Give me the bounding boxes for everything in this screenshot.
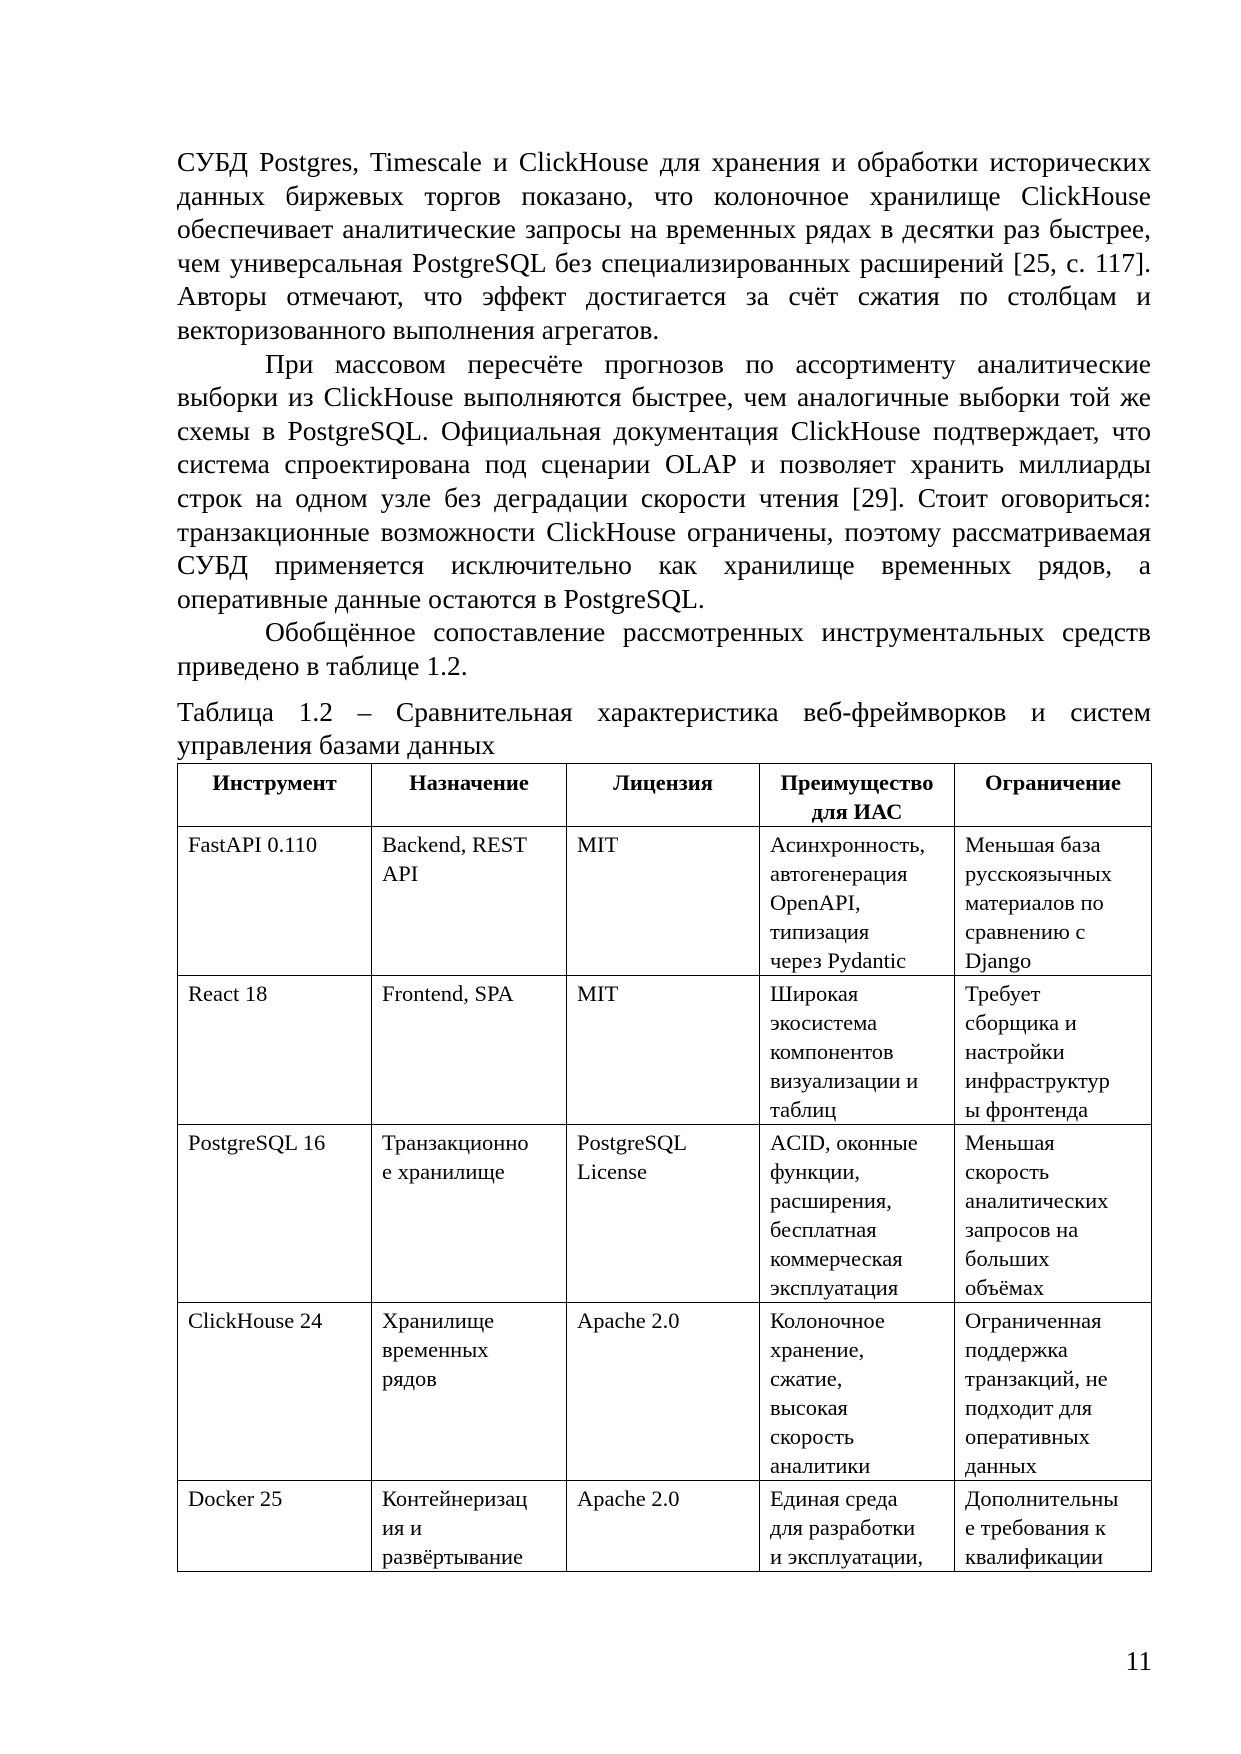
cell-line: API	[382, 860, 419, 886]
paragraph-line: PostgreSQL.	[563, 582, 705, 614]
table-cell	[372, 1302, 567, 1480]
table-cell	[760, 1302, 955, 1480]
cell-line: для разработки	[770, 1514, 916, 1540]
paragraph-line: расширений [25, с. 117]. Авторы отмечают, что эффект достигается за счёт	[177, 246, 1151, 312]
cell-line: OpenAPI,	[770, 889, 861, 915]
table-cell	[760, 975, 955, 1124]
table-cell	[567, 1480, 760, 1571]
cell-line: Apache 2.0	[577, 1307, 680, 1333]
page-number: 11	[1125, 1645, 1152, 1676]
cell-line: Frontend, SPA	[382, 980, 514, 1006]
cell-line: объёмах	[965, 1274, 1045, 1300]
table-header-cell	[567, 763, 760, 826]
table-cell	[567, 1124, 760, 1302]
cell-line: эксплуатация	[770, 1274, 899, 1300]
table-cell	[567, 1302, 760, 1480]
table-cell	[760, 826, 955, 975]
cell-line: ACID, оконные	[770, 1129, 918, 1155]
paragraph	[177, 145, 1151, 347]
cell-line: Backend, REST	[382, 831, 527, 857]
cell-line: FastAPI 0.110	[188, 831, 318, 857]
paragraph-line: исторических данных биржевых торгов показано, что колоночное хранилище	[177, 146, 1151, 211]
cell-line: Транзакционно	[382, 1129, 529, 1155]
cell-line: квалификации	[965, 1543, 1104, 1569]
table-row	[178, 1480, 1152, 1571]
cell-line: автогенерация	[770, 860, 908, 886]
cell-line: PostgreSQL	[577, 1129, 688, 1155]
cell-line: аналитики	[770, 1452, 871, 1478]
table-cell	[372, 975, 567, 1124]
cell-line: е требования к	[965, 1514, 1106, 1540]
table-cell	[178, 826, 372, 975]
cell-line: Широкая	[770, 980, 859, 1006]
table-cell	[955, 1302, 1152, 1480]
paragraph-line: хранить миллиарды строк на одном узле без деградации скорости чтения	[177, 448, 1151, 513]
paragraph-line: ограничены, поэтому рассматриваемая СУБД применяется исключительно	[177, 515, 1152, 581]
cell-line: функции,	[770, 1158, 860, 1184]
cell-line: и эксплуатации,	[770, 1543, 924, 1569]
paragraph-line: При массовом пересчёте прогнозов по ассортименту аналитические	[265, 347, 1151, 379]
cell-line: рядов	[382, 1365, 437, 1391]
cell-line: через Pydantic	[770, 947, 907, 973]
cell-line: расширения,	[770, 1187, 892, 1213]
table-cell	[955, 975, 1152, 1124]
paragraph	[177, 615, 1151, 682]
table-cell	[955, 826, 1152, 975]
cell-line: экосистема	[770, 1009, 878, 1035]
cell-line: MIT	[577, 980, 619, 1006]
paragraph-line: как хранилище временных рядов, а оперативные данные остаются в	[177, 549, 1152, 614]
cell-line: данных	[965, 1452, 1037, 1478]
table-cell	[955, 1124, 1152, 1302]
cell-line: ия и	[382, 1514, 423, 1540]
cell-line: больших	[965, 1245, 1050, 1271]
table-cell	[760, 1124, 955, 1302]
cell-line: Единая среда	[770, 1485, 898, 1511]
paragraph-line: выборки из ClickHouse выполняются быстрее, чем аналогичные выборки той	[177, 381, 1111, 413]
table-cell	[178, 975, 372, 1124]
header-line: Лицензия	[613, 769, 713, 795]
paragraph-line: СУБД Postgres, Timescale и ClickHouse для хранения и обработки	[177, 146, 979, 177]
cell-line: License	[577, 1158, 647, 1184]
paragraph-line: подтверждает, что система спроектирована под сценарии OLAP и позволяет	[177, 414, 1151, 480]
table-header-cell	[178, 763, 372, 826]
table-row	[178, 1302, 1152, 1480]
cell-line: коммерческая	[770, 1245, 903, 1271]
paragraph-line: ClickHouse обеспечивает аналитические запросы на временных рядах в	[177, 179, 1152, 245]
cell-line: транзакций, не	[965, 1365, 1108, 1391]
header-line: для ИАС	[811, 798, 903, 824]
cell-line: Требует	[965, 980, 1041, 1006]
table-cell	[178, 1302, 372, 1480]
cell-line: аналитических	[965, 1187, 1109, 1213]
cell-line: временных	[382, 1336, 489, 1362]
cell-line: Хранилище	[382, 1307, 495, 1333]
table-cell	[178, 1124, 372, 1302]
table-header-cell	[372, 763, 567, 826]
cell-line: поддержка	[965, 1336, 1068, 1362]
cell-line: Apache 2.0	[577, 1485, 680, 1511]
header-line: Ограничение	[985, 769, 1121, 795]
cell-line: сжатие,	[770, 1365, 843, 1391]
cell-line: хранение,	[770, 1336, 865, 1362]
table-cell	[567, 975, 760, 1124]
cell-line: материалов по	[965, 889, 1104, 915]
cell-line: таблиц	[770, 1096, 837, 1122]
caption-line: управления базами данных	[177, 729, 496, 761]
document-page	[177, 145, 1151, 1572]
table-header-cell	[955, 763, 1152, 826]
cell-line: компонентов	[770, 1038, 894, 1064]
paragraph-line: средств приведено в таблице 1.2.	[177, 616, 1151, 681]
paragraph	[177, 347, 1151, 616]
table-cell	[372, 1480, 567, 1571]
comparison-table	[177, 763, 1152, 1572]
paragraph-line: Обобщённое сопоставление рассмотренных инструментальных	[265, 616, 1045, 648]
cell-line: Docker 25	[188, 1485, 283, 1511]
cell-line: визуализации и	[770, 1067, 919, 1093]
cell-line: инфраструктур	[965, 1067, 1110, 1093]
cell-line: подходит для	[965, 1394, 1093, 1420]
caption-line: Таблица 1.2 – Сравнительная характеристика веб-фреймворков и систем	[177, 695, 1151, 727]
cell-line: типизация	[770, 918, 870, 944]
table-cell	[567, 826, 760, 975]
table-header-cell	[760, 763, 955, 826]
cell-line: Асинхронность,	[770, 831, 926, 857]
cell-line: PostgreSQL 16	[188, 1129, 326, 1155]
table-caption	[177, 695, 1151, 762]
cell-line: Django	[965, 947, 1032, 973]
cell-line: Контейнеризац	[382, 1485, 528, 1511]
cell-line: оперативных	[965, 1423, 1090, 1449]
table-cell	[372, 826, 567, 975]
cell-line: настройки	[965, 1038, 1065, 1064]
body-text	[177, 145, 1151, 683]
header-line: Преимущество	[780, 769, 934, 795]
cell-line: скорость	[965, 1158, 1050, 1184]
cell-line: сравнению с	[965, 918, 1086, 944]
table-cell	[760, 1480, 955, 1571]
paragraph-line: десятки раз быстрее, чем универсальная PostgreSQL без специализированных	[177, 213, 1152, 278]
table-header-row	[178, 763, 1152, 826]
paragraph-line: же схемы в PostgreSQL. Официальная документация ClickHouse	[177, 381, 1151, 446]
table-row	[178, 1124, 1152, 1302]
table-cell	[178, 1480, 372, 1571]
cell-line: скорость	[770, 1423, 855, 1449]
cell-line: русскоязычных	[965, 860, 1112, 886]
cell-line: ClickHouse 24	[188, 1307, 323, 1333]
cell-line: React 18	[188, 980, 268, 1006]
table-cell	[955, 1480, 1152, 1571]
header-line: Назначение	[409, 769, 529, 795]
cell-line: высокая	[770, 1394, 848, 1420]
cell-line: Меньшая база	[965, 831, 1101, 857]
cell-line: Колоночное	[770, 1307, 885, 1333]
table-row	[178, 975, 1152, 1124]
table-row	[178, 826, 1152, 975]
cell-line: развёртывание	[382, 1543, 524, 1569]
cell-line: сборщика и	[965, 1009, 1077, 1035]
table-cell	[372, 1124, 567, 1302]
cell-line: Дополнительны	[965, 1485, 1119, 1511]
cell-line: Меньшая	[965, 1129, 1055, 1155]
cell-line: е хранилище	[382, 1158, 505, 1184]
cell-line: бесплатная	[770, 1216, 877, 1242]
cell-line: MIT	[577, 831, 619, 857]
paragraph-line: [29]. Стоит оговориться: транзакционные возможности ClickHouse	[177, 481, 1151, 547]
cell-line: ы фронтенда	[965, 1096, 1089, 1122]
table-body	[178, 826, 1152, 1571]
header-line: Инструмент	[212, 769, 337, 795]
cell-line: Ограниченная	[965, 1307, 1102, 1333]
paragraph-line: сжатия по столбцам и векторизованного выполнения агрегатов.	[177, 280, 1151, 345]
cell-line: запросов на	[965, 1216, 1079, 1242]
